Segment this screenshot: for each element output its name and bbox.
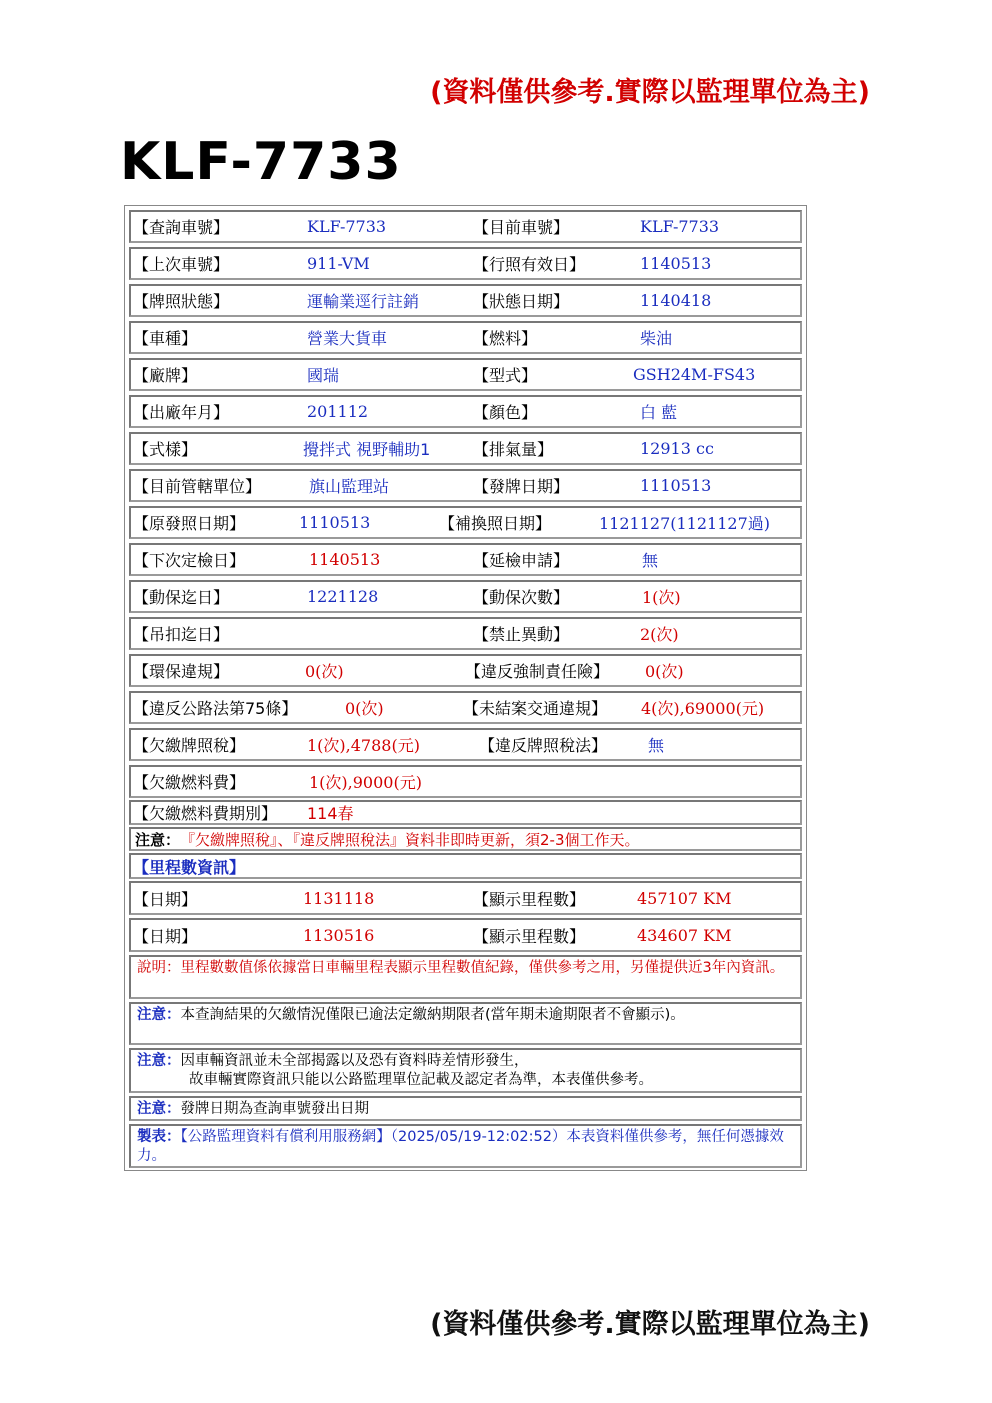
label-original-license: 【原發照日期】	[133, 514, 246, 533]
label-next-inspection: 【下次定檢日】	[133, 551, 246, 570]
note-mileage-text: 說明：里程數數值係依據當日車輛里程表顯示里程數值紀錄，僅供參考之用，另僅提供近3年內資訊。	[137, 960, 785, 976]
value-next-inspection: 1140513	[309, 550, 381, 569]
row-plate-status	[129, 284, 802, 317]
note-issue-date-text: 發牌日期為查詢車號發出日期	[180, 1101, 369, 1117]
label-issue-date: 【發牌日期】	[473, 477, 570, 496]
mileage-section-title: 【里程數資訊】	[133, 857, 246, 877]
label-query-plate: 【查詢車號】	[133, 218, 230, 237]
value-unpaid-fuel-fee: 1(次),9000(元)	[309, 773, 422, 792]
notice-head: 注意：	[135, 830, 181, 849]
label-chattel-mortgage-end: 【動保迄日】	[133, 588, 230, 607]
value-mileage-reading-2: 434607 KM	[637, 925, 732, 945]
value-current-plate: KLF-7733	[640, 217, 720, 236]
label-license-valid: 【行照有效日】	[473, 255, 586, 274]
row-original-license	[129, 506, 802, 539]
note-mileage-explanation	[129, 955, 802, 999]
value-mileage-date-2: 1130516	[303, 925, 375, 945]
label-mileage-date-2: 【日期】	[133, 926, 198, 946]
label-fuel-fee-period: 【欠繳燃料費期別】	[133, 804, 278, 823]
row-fuel-fee	[129, 765, 802, 798]
disclaimer-bottom: (資料僅供參考.實際以監理單位為主)	[430, 1309, 870, 1340]
value-highway-act-75: 0(次)	[345, 699, 384, 718]
note-disclosure-line2: 故車輛實際資訊只能以公路監理單位記載及認定者為準，本表僅供參考。	[189, 1072, 653, 1088]
value-plate-status: 運輸業逕行註銷	[307, 292, 420, 311]
label-transfer-ban: 【禁止異動】	[473, 625, 570, 644]
value-fuel-fee-period: 114春	[307, 804, 354, 823]
label-suspension-end: 【吊扣迄日】	[133, 625, 230, 644]
label-chattel-mortgage-count: 【動保次數】	[473, 588, 570, 607]
note-issue-date	[129, 1096, 802, 1121]
value-insurance-violation: 0(次)	[645, 662, 684, 681]
value-mileage-reading-1: 457107 KM	[637, 888, 732, 908]
row-highway-act	[129, 691, 802, 724]
disclaimer-top: (資料僅供參考.實際以監理單位為主)	[430, 77, 870, 108]
label-plate-status: 【牌照狀態】	[133, 292, 230, 311]
note-arrears	[129, 1002, 802, 1045]
value-brand: 國瑞	[307, 366, 340, 385]
row-manufacture-date	[129, 395, 802, 428]
label-displacement: 【排氣量】	[473, 440, 554, 459]
label-license-tax-violation: 【違反牌照稅法】	[479, 736, 608, 755]
value-manufacture-date: 201112	[307, 402, 369, 421]
label-unpaid-fuel-fee: 【欠繳燃料費】	[133, 773, 246, 792]
label-vehicle-type: 【車種】	[133, 329, 198, 348]
plate-number-heading: KLF-7733	[120, 132, 402, 192]
label-brand: 【廠牌】	[133, 366, 198, 385]
note-arrears-head: 注意：	[137, 1007, 181, 1023]
row-vehicle-type	[129, 321, 802, 354]
value-query-plate: KLF-7733	[307, 217, 387, 236]
row-style	[129, 432, 802, 465]
value-inspection-extension: 無	[642, 551, 659, 570]
value-license-valid: 1140513	[640, 254, 712, 273]
value-reissue-date: 1121127(1121127過)	[599, 514, 771, 533]
note-arrears-text: 本查詢結果的欠繳情況僅限已逾法定繳納期限者(當年期未逾期限者不會顯示)。	[180, 1007, 685, 1023]
value-style: 攪拌式 視野輔助1	[303, 440, 431, 459]
value-chattel-mortgage-end: 1221128	[307, 587, 379, 606]
row-prev-plate	[129, 247, 802, 280]
value-license-tax-violation: 無	[648, 736, 665, 755]
vehicle-info-table	[124, 205, 807, 1171]
row-jurisdiction	[129, 469, 802, 502]
row-environmental	[129, 654, 802, 687]
label-fuel: 【燃料】	[473, 329, 538, 348]
notice-data-update	[129, 827, 802, 851]
value-issue-date: 1110513	[640, 476, 712, 495]
mileage-section-header	[129, 853, 802, 879]
value-vehicle-type: 營業大貨車	[307, 329, 388, 348]
label-current-plate: 【目前車號】	[473, 218, 570, 237]
value-unpaid-license-tax: 1(次),4788(元)	[307, 736, 420, 755]
value-model: GSH24M-FS43	[633, 365, 756, 384]
row-fuel-fee-period	[129, 800, 802, 825]
row-mileage-1	[129, 881, 802, 915]
value-unsettled-violations: 4(次),69000(元)	[641, 699, 765, 718]
value-color: 白 藍	[640, 403, 678, 422]
value-transfer-ban: 2(次)	[640, 625, 679, 644]
value-mileage-date-1: 1131118	[303, 888, 375, 908]
note-issue-date-head: 注意：	[137, 1101, 181, 1117]
note-disclosure	[129, 1048, 802, 1093]
note-produced-by	[129, 1124, 802, 1168]
value-displacement: 12913 cc	[640, 439, 714, 458]
value-jurisdiction: 旗山監理站	[309, 477, 390, 496]
label-highway-act-75: 【違反公路法第75條】	[133, 699, 298, 718]
note-produced-text: 【公路監理資料有償利用服務網】（2025/05/19-12:02:52）本表資料僅供參考，無任何憑據效力。	[137, 1129, 784, 1164]
value-prev-plate: 911-VM	[307, 254, 370, 273]
label-mileage-reading-1: 【顯示里程數】	[473, 889, 586, 909]
label-mileage-reading-2: 【顯示里程數】	[473, 926, 586, 946]
label-unsettled-violations: 【未結案交通違規】	[463, 699, 608, 718]
label-status-date: 【狀態日期】	[473, 292, 570, 311]
label-prev-plate: 【上次車號】	[133, 255, 230, 274]
row-query-plate	[129, 210, 802, 243]
label-mileage-date-1: 【日期】	[133, 889, 198, 909]
label-jurisdiction: 【目前管轄單位】	[133, 477, 262, 496]
label-style: 【式樣】	[133, 440, 198, 459]
label-color: 【顏色】	[473, 403, 538, 422]
row-next-inspection	[129, 543, 802, 576]
label-reissue-date: 【補換照日期】	[439, 514, 552, 533]
label-insurance-violation: 【違反強制責任險】	[465, 662, 610, 681]
note-produced-head: 製表：	[137, 1129, 181, 1145]
label-environmental-violation: 【環保違規】	[133, 662, 230, 681]
label-manufacture-date: 【出廠年月】	[133, 403, 230, 422]
label-inspection-extension: 【延檢申請】	[473, 551, 570, 570]
row-brand	[129, 358, 802, 391]
note-disclosure-head: 注意：	[137, 1053, 181, 1069]
row-suspension	[129, 617, 802, 650]
row-license-tax	[129, 728, 802, 761]
value-original-license: 1110513	[299, 513, 371, 532]
label-unpaid-license-tax: 【欠繳牌照稅】	[133, 736, 246, 755]
value-environmental-violation: 0(次)	[305, 662, 344, 681]
value-chattel-mortgage-count: 1(次)	[642, 588, 681, 607]
notice-text: 『欠繳牌照稅』、『違反牌照稅法』資料非即時更新，須2-3個工作天。	[180, 830, 640, 849]
row-chattel-mortgage	[129, 580, 802, 613]
label-model: 【型式】	[473, 366, 538, 385]
value-fuel: 柴油	[640, 329, 673, 348]
row-mileage-2	[129, 918, 802, 952]
note-disclosure-line1: 因車輛資訊並未全部揭露以及恐有資料時差情形發生，	[180, 1053, 529, 1069]
value-status-date: 1140418	[640, 291, 712, 310]
